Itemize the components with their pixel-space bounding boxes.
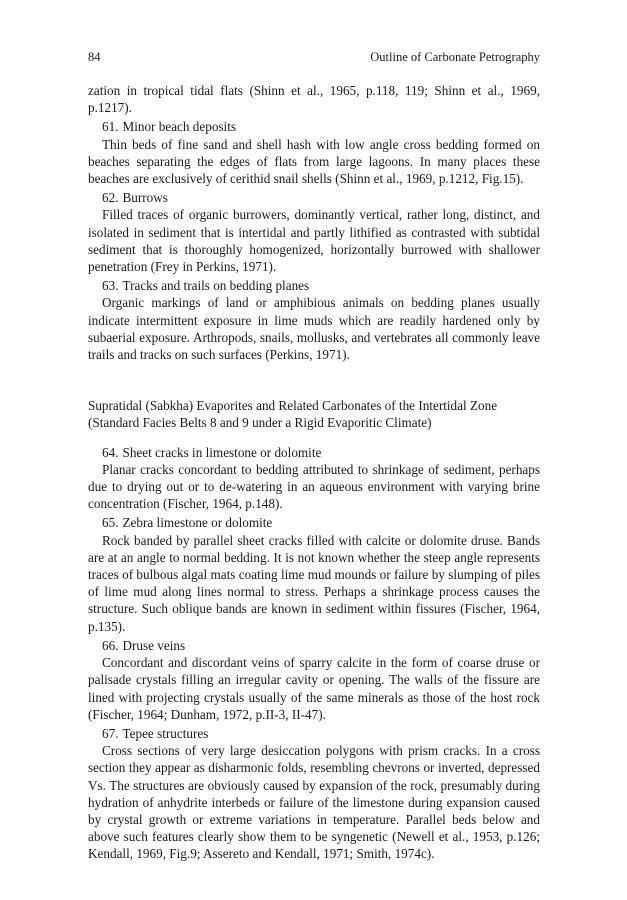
running-title: Outline of Carbonate Petrography xyxy=(370,50,540,64)
item-64-text: Planar cracks concordant to bedding attributed to shrinkage of sediment, perhaps due to drying out or to de-watering in an aqueous environment with varying brine concentration (Fischer, 1964, p.148). xyxy=(88,461,540,512)
item-63-heading: 63. Tracks and trails on bedding planes xyxy=(102,278,310,294)
item-62-text: Filled traces of organic burrowers, dominantly vertical, rather long, distinct, and isolated in sediment that is intertidal and partly lithified as contrasted with subtidal sediment that is thoroughly homogenized, horizontally burrowed with shallower penetration (Frey in Perkins, 1971). xyxy=(88,207,540,275)
page-body xyxy=(88,82,540,863)
book-page xyxy=(88,50,540,862)
item-61-heading: 61. Minor beach deposits xyxy=(102,119,237,135)
item-65-heading: 65. Zebra limestone or dolomite xyxy=(102,515,273,531)
item-62-heading: 62. Burrows xyxy=(102,190,168,206)
running-head xyxy=(88,50,540,65)
item-65-text: Rock banded by parallel sheet cracks filled with calcite or dolomite druse. Bands are at an angle to normal bedding. It is not known whether the steep angle represents traces of bulbous algal mats coating lime mud mounds or failure by slumping of piles of lime mud along lines normal to stress. Perhaps a shrinkage process causes the structure. Such oblique bands are known in sediment within fissures (Fischer, 1964, p.135). xyxy=(88,532,540,634)
item-67-text: Cross sections of very large desiccation polygons with prism cracks. In a cross section they appear as disharmonic folds, resembling chevrons or inverted, depressed Vs. The structures are obviously caused by expansion of the rock, presumably during hydration of anhydrite interbeds or failure of the limestone during expansion caused by crystal growth or extreme variations in temperature. Parallel beds below and above such features clearly show them to be syngenetic (Newell et al., 1953, p.126; Kendall, 1969, Fig.9; Assereto and Kendall, 1971; Smith, 1974c). xyxy=(88,743,540,862)
item-63-text: Organic markings of land or amphibious animals on bedding planes usually indicate intermittent exposure in lime muds which are readily hardened only by subaerial exposure. Arthropods, snails, mollusks, and vertebrates all commonly leave trails and tracks on such surfaces (Perkins, 1971). xyxy=(88,295,540,363)
item-64-heading: 64. Sheet cracks in limestone or dolomite xyxy=(102,444,322,460)
opening-paragraph: zation in tropical tidal flats (Shinn et al., 1965, p.118, 119; Shinn et al., 1969, p.1217). xyxy=(88,83,540,116)
section-heading: Supratidal (Sabkha) Evaporites and Related Carbonates of the Intertidal Zone (Standard Facies Belts 8 and 9 under a Rigid Evaporitic Climate) xyxy=(88,398,498,431)
item-61-text: Thin beds of fine sand and shell hash with low angle cross bedding formed on beaches separating the edges of flats from large lagoons. In many places these beaches are exclusively of cerithid snail shells (Shinn et al., 1969, p.1212, Fig.15). xyxy=(88,136,540,187)
item-66-text: Concordant and discordant veins of sparry calcite in the form of coarse druse or palisade crystals filling an irregular cavity or opening. The walls of the fissure are lined with projecting crystals usually of the same minerals as those of the host rock (Fischer, 1964; Dunham, 1972, p.II-3, II-47). xyxy=(88,655,540,722)
item-67-heading: 67. Tepee structures xyxy=(102,725,209,741)
item-66-heading: 66. Druse veins xyxy=(102,637,186,653)
page-number: 84 xyxy=(88,50,101,64)
